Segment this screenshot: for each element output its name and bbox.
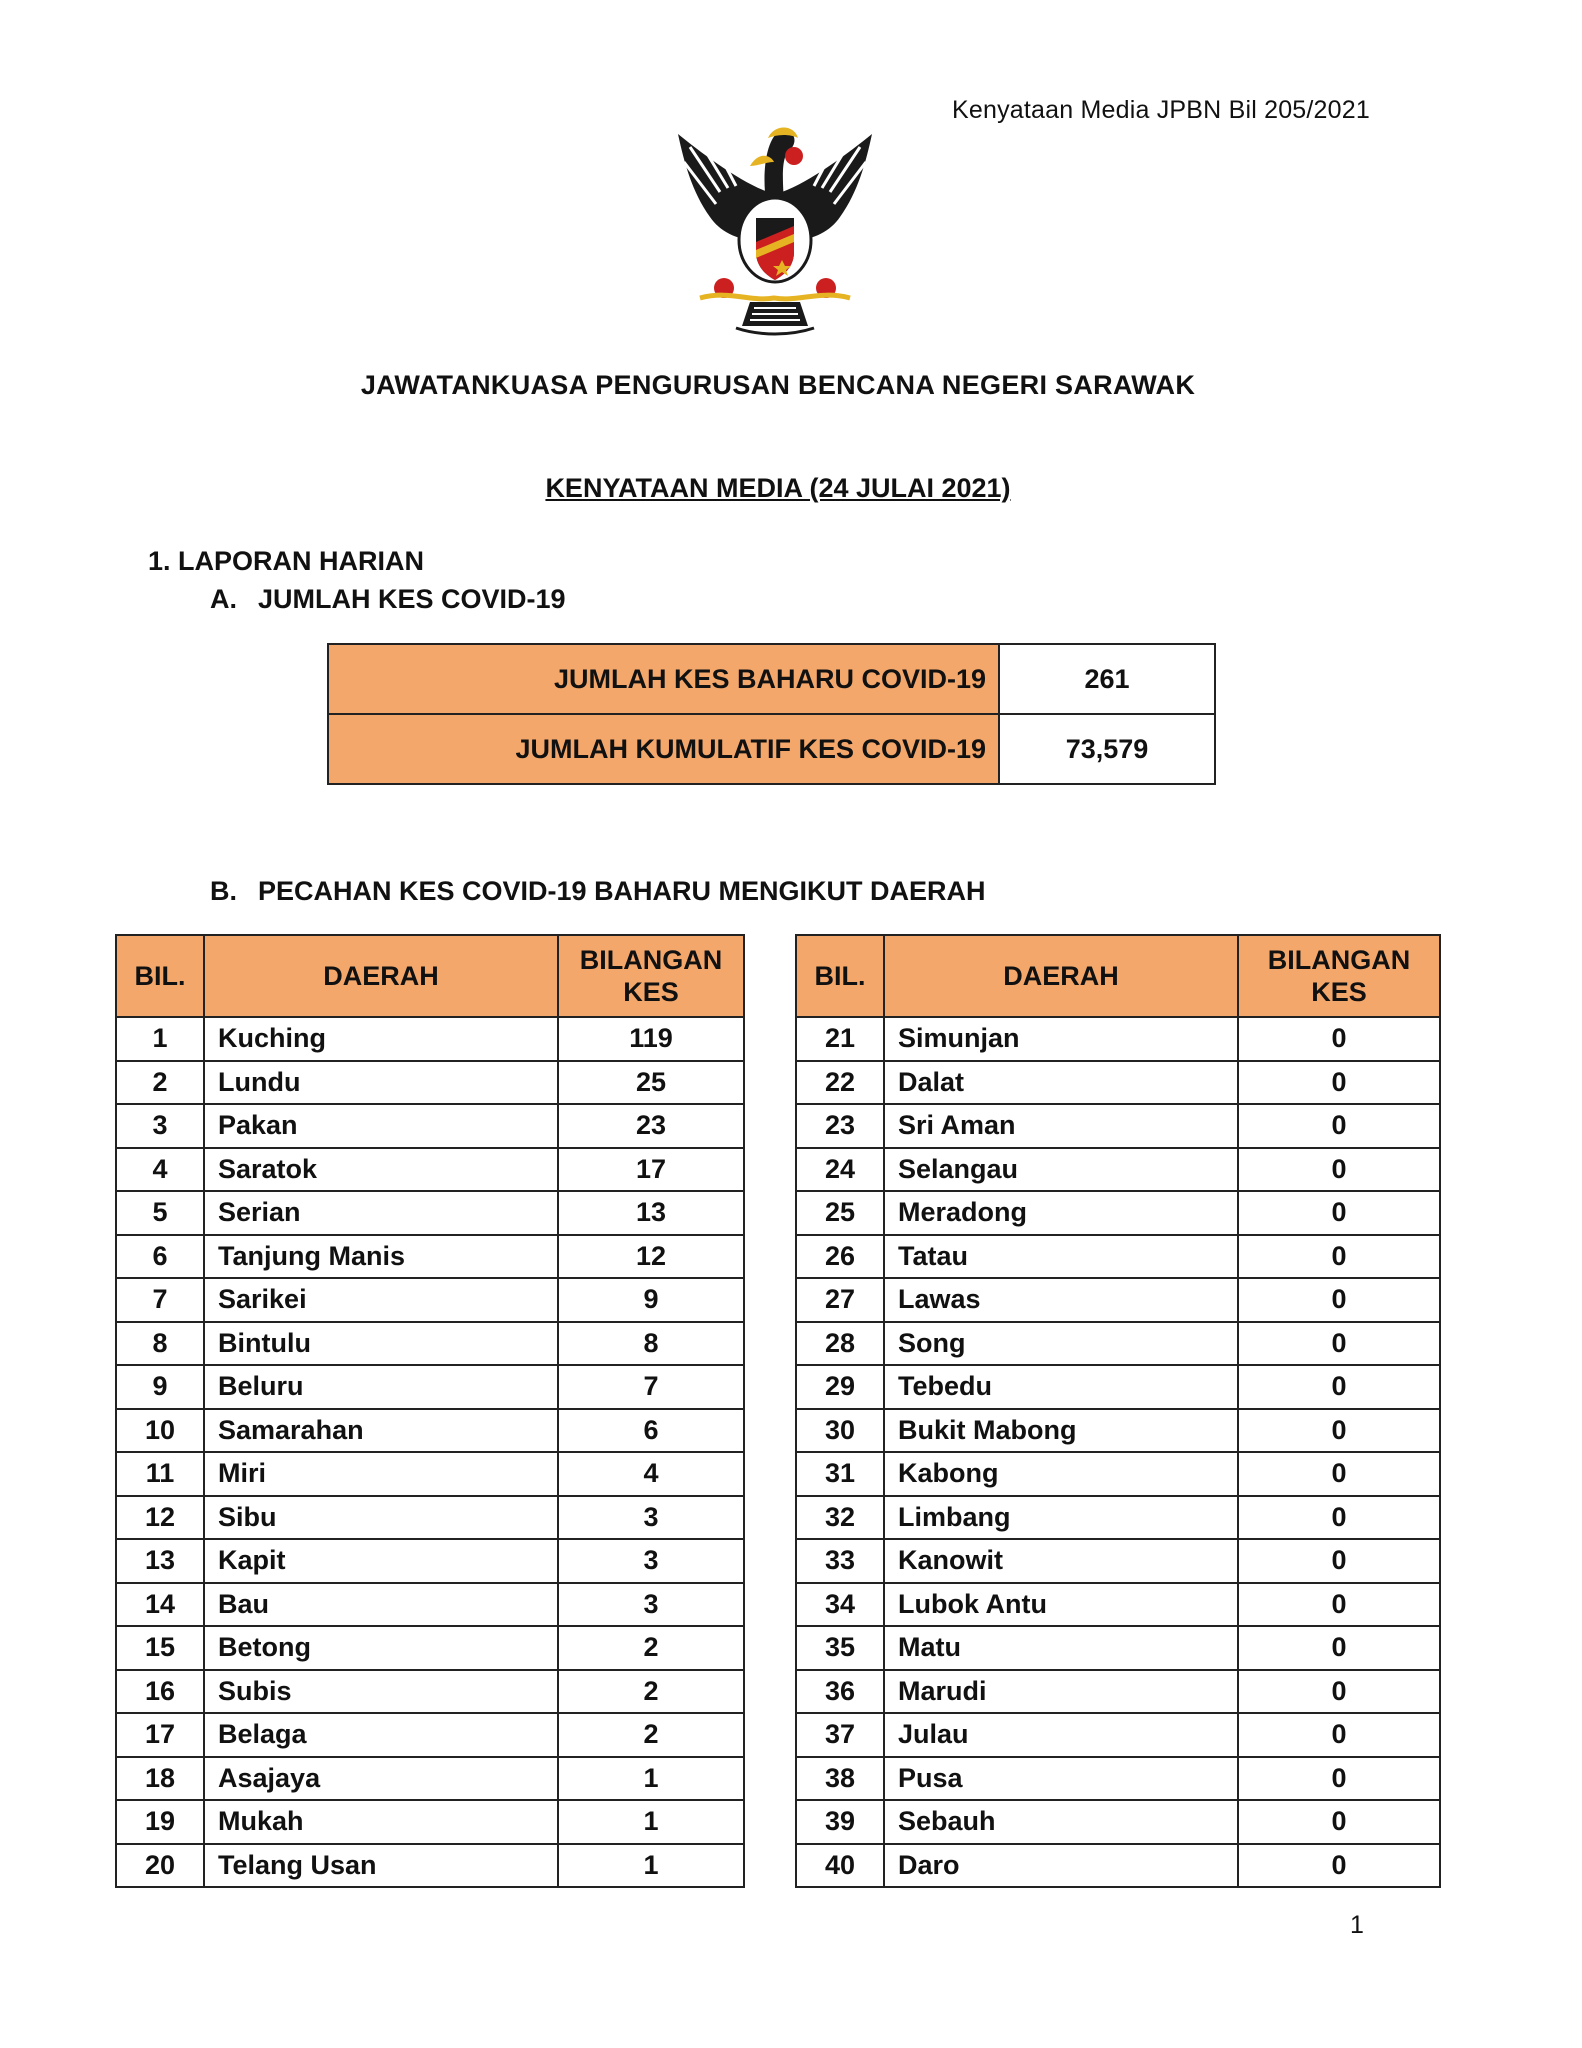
cell-kes: 1: [558, 1844, 744, 1888]
cell-bil: 25: [796, 1191, 884, 1235]
cell-daerah: Julau: [884, 1713, 1238, 1757]
district-table-left: [115, 934, 745, 1888]
header-bilangan-kes: [558, 935, 744, 1017]
table-row: [116, 1017, 744, 1061]
cell-daerah: Song: [884, 1322, 1238, 1366]
subsection-a-heading: [210, 584, 566, 615]
cell-kes: 7: [558, 1365, 744, 1409]
cell-kes: 3: [558, 1539, 744, 1583]
cell-daerah: Pakan: [204, 1104, 558, 1148]
cell-bil: 4: [116, 1148, 204, 1192]
table-row: [116, 1104, 744, 1148]
cell-kes: 0: [1238, 1713, 1440, 1757]
cell-daerah: Serian: [204, 1191, 558, 1235]
table-row: [796, 1670, 1440, 1714]
section-heading: 1. LAPORAN HARIAN: [148, 546, 425, 576]
cell-daerah: Asajaya: [204, 1757, 558, 1801]
cell-kes: 0: [1238, 1583, 1440, 1627]
cell-kes: 0: [1238, 1844, 1440, 1888]
table-row: [116, 1583, 744, 1627]
cell-bil: 2: [116, 1061, 204, 1105]
cell-bil: 21: [796, 1017, 884, 1061]
summary-value: 261: [999, 644, 1215, 714]
district-rows-left: [116, 1017, 744, 1887]
cell-daerah: Daro: [884, 1844, 1238, 1888]
table-row: [116, 1191, 744, 1235]
cell-daerah: Bukit Mabong: [884, 1409, 1238, 1453]
cell-daerah: Miri: [204, 1452, 558, 1496]
table-row: [796, 1539, 1440, 1583]
cell-daerah: Bintulu: [204, 1322, 558, 1366]
header-daerah: DAERAH: [204, 935, 558, 1017]
cell-daerah: Tanjung Manis: [204, 1235, 558, 1279]
cell-bil: 16: [116, 1670, 204, 1714]
table-row: [116, 1496, 744, 1540]
summary-value: 73,579: [999, 714, 1215, 784]
subsection-a-title: JUMLAH KES COVID-19: [258, 584, 566, 614]
cell-daerah: Telang Usan: [204, 1844, 558, 1888]
cell-kes: 6: [558, 1409, 744, 1453]
cell-kes: 8: [558, 1322, 744, 1366]
cell-bil: 14: [116, 1583, 204, 1627]
district-table-right: [795, 934, 1441, 1888]
table-row: [796, 1496, 1440, 1540]
cell-daerah: Limbang: [884, 1496, 1238, 1540]
cell-bil: 20: [116, 1844, 204, 1888]
cell-daerah: Tatau: [884, 1235, 1238, 1279]
cell-bil: 24: [796, 1148, 884, 1192]
table-row: [116, 1061, 744, 1105]
cell-bil: 7: [116, 1278, 204, 1322]
header-bil: BIL.: [116, 935, 204, 1017]
subsection-b-label: B.: [210, 876, 237, 906]
district-rows-right: [796, 1017, 1440, 1887]
cell-kes: 0: [1238, 1800, 1440, 1844]
cell-kes: 9: [558, 1278, 744, 1322]
cell-daerah: Matu: [884, 1626, 1238, 1670]
media-statement-title: KENYATAAN MEDIA (24 JULAI 2021): [545, 473, 1011, 503]
cell-kes: 0: [1238, 1148, 1440, 1192]
cell-bil: 1: [116, 1017, 204, 1061]
table-row: [116, 1452, 744, 1496]
cell-daerah: Subis: [204, 1670, 558, 1714]
table-row: [796, 1713, 1440, 1757]
table-row: [116, 1800, 744, 1844]
cell-daerah: Selangau: [884, 1148, 1238, 1192]
cell-bil: 5: [116, 1191, 204, 1235]
cell-daerah: Kanowit: [884, 1539, 1238, 1583]
cell-bil: 34: [796, 1583, 884, 1627]
cell-kes: 0: [1238, 1496, 1440, 1540]
cell-kes: 0: [1238, 1278, 1440, 1322]
cell-daerah: Sibu: [204, 1496, 558, 1540]
table-row: [796, 1148, 1440, 1192]
table-row: [116, 1844, 744, 1888]
header-bil: BIL.: [796, 935, 884, 1017]
table-row: [116, 1670, 744, 1714]
table-row: [116, 1757, 744, 1801]
subsection-b-title: PECAHAN KES COVID-19 BAHARU MENGIKUT DAERAH: [258, 876, 986, 906]
table-row: [796, 1104, 1440, 1148]
cell-bil: 37: [796, 1713, 884, 1757]
cell-bil: 36: [796, 1670, 884, 1714]
cell-kes: 0: [1238, 1017, 1440, 1061]
cell-kes: 1: [558, 1800, 744, 1844]
cell-bil: 3: [116, 1104, 204, 1148]
sarawak-coat-of-arms-icon: [670, 122, 880, 342]
cell-kes: 119: [558, 1017, 744, 1061]
summary-label: JUMLAH KUMULATIF KES COVID-19: [328, 714, 999, 784]
table-row: [116, 1409, 744, 1453]
cell-daerah: Sri Aman: [884, 1104, 1238, 1148]
table-row: [796, 1800, 1440, 1844]
cell-bil: 35: [796, 1626, 884, 1670]
cell-bil: 32: [796, 1496, 884, 1540]
cell-bil: 26: [796, 1235, 884, 1279]
table-header-row: [796, 935, 1440, 1017]
table-row: [116, 1539, 744, 1583]
cell-daerah: Marudi: [884, 1670, 1238, 1714]
table-header-row: [116, 935, 744, 1017]
cell-kes: 0: [1238, 1670, 1440, 1714]
cell-bil: 19: [116, 1800, 204, 1844]
cell-daerah: Sebauh: [884, 1800, 1238, 1844]
cell-daerah: Simunjan: [884, 1017, 1238, 1061]
cell-daerah: Saratok: [204, 1148, 558, 1192]
table-row: [116, 1626, 744, 1670]
table-row: [116, 1713, 744, 1757]
cell-bil: 28: [796, 1322, 884, 1366]
cell-daerah: Lawas: [884, 1278, 1238, 1322]
header-kes-line1: BILANGAN: [579, 945, 723, 975]
table-row: [796, 1191, 1440, 1235]
summary-row: [328, 644, 1215, 714]
cell-daerah: Kapit: [204, 1539, 558, 1583]
cell-kes: 0: [1238, 1061, 1440, 1105]
cell-bil: 12: [116, 1496, 204, 1540]
header-kes-line1: BILANGAN: [1267, 945, 1411, 975]
subsection-a-label: A.: [210, 584, 237, 614]
cell-kes: 0: [1238, 1191, 1440, 1235]
cell-kes: 0: [1238, 1322, 1440, 1366]
cell-bil: 22: [796, 1061, 884, 1105]
cell-kes: 13: [558, 1191, 744, 1235]
cell-daerah: Kuching: [204, 1017, 558, 1061]
cell-daerah: Sarikei: [204, 1278, 558, 1322]
cell-daerah: Pusa: [884, 1757, 1238, 1801]
table-row: [796, 1061, 1440, 1105]
cell-kes: 17: [558, 1148, 744, 1192]
cell-daerah: Lundu: [204, 1061, 558, 1105]
summary-label: JUMLAH KES BAHARU COVID-19: [328, 644, 999, 714]
cell-kes: 2: [558, 1626, 744, 1670]
cell-daerah: Betong: [204, 1626, 558, 1670]
summary-row: [328, 714, 1215, 784]
cell-kes: 0: [1238, 1452, 1440, 1496]
cell-kes: 0: [1238, 1409, 1440, 1453]
cell-daerah: Kabong: [884, 1452, 1238, 1496]
cell-daerah: Mukah: [204, 1800, 558, 1844]
cell-kes: 2: [558, 1670, 744, 1714]
table-row: [796, 1235, 1440, 1279]
cell-daerah: Belaga: [204, 1713, 558, 1757]
cell-daerah: Beluru: [204, 1365, 558, 1409]
cell-kes: 0: [1238, 1235, 1440, 1279]
table-row: [116, 1322, 744, 1366]
cell-kes: 1: [558, 1757, 744, 1801]
cell-kes: 3: [558, 1583, 744, 1627]
cell-bil: 40: [796, 1844, 884, 1888]
cell-kes: 0: [1238, 1539, 1440, 1583]
cell-kes: 3: [558, 1496, 744, 1540]
table-row: [796, 1322, 1440, 1366]
table-row: [796, 1017, 1440, 1061]
cell-bil: 27: [796, 1278, 884, 1322]
header-daerah: DAERAH: [884, 935, 1238, 1017]
cell-daerah: Dalat: [884, 1061, 1238, 1105]
cell-bil: 31: [796, 1452, 884, 1496]
cell-kes: 23: [558, 1104, 744, 1148]
table-row: [796, 1409, 1440, 1453]
document-reference: Kenyataan Media JPBN Bil 205/2021: [952, 96, 1370, 124]
cell-daerah: Lubok Antu: [884, 1583, 1238, 1627]
cell-bil: 8: [116, 1322, 204, 1366]
cell-bil: 30: [796, 1409, 884, 1453]
cell-daerah: Tebedu: [884, 1365, 1238, 1409]
cell-bil: 33: [796, 1539, 884, 1583]
table-row: [116, 1235, 744, 1279]
subsection-b-heading: [210, 876, 986, 907]
cell-bil: 15: [116, 1626, 204, 1670]
cell-bil: 17: [116, 1713, 204, 1757]
cell-kes: 4: [558, 1452, 744, 1496]
cell-kes: 12: [558, 1235, 744, 1279]
table-row: [796, 1278, 1440, 1322]
cell-bil: 10: [116, 1409, 204, 1453]
cell-kes: 0: [1238, 1757, 1440, 1801]
cell-daerah: Meradong: [884, 1191, 1238, 1235]
table-row: [796, 1452, 1440, 1496]
header-kes-line2: KES: [1311, 977, 1367, 1007]
header-bilangan-kes: [1238, 935, 1440, 1017]
cell-bil: 23: [796, 1104, 884, 1148]
cell-kes: 0: [1238, 1104, 1440, 1148]
organization-title: JAWATANKUASA PENGURUSAN BENCANA NEGERI SARAWAK: [360, 370, 1196, 400]
cell-kes: 0: [1238, 1626, 1440, 1670]
summary-table: [327, 643, 1216, 785]
cell-bil: 13: [116, 1539, 204, 1583]
table-row: [796, 1583, 1440, 1627]
table-row: [796, 1365, 1440, 1409]
cell-daerah: Bau: [204, 1583, 558, 1627]
table-row: [796, 1844, 1440, 1888]
cell-daerah: Samarahan: [204, 1409, 558, 1453]
cell-bil: 29: [796, 1365, 884, 1409]
table-row: [116, 1365, 744, 1409]
table-row: [116, 1278, 744, 1322]
table-row: [796, 1757, 1440, 1801]
cell-bil: 38: [796, 1757, 884, 1801]
table-row: [116, 1148, 744, 1192]
cell-kes: 25: [558, 1061, 744, 1105]
cell-bil: 18: [116, 1757, 204, 1801]
cell-bil: 6: [116, 1235, 204, 1279]
cell-bil: 11: [116, 1452, 204, 1496]
cell-kes: 0: [1238, 1365, 1440, 1409]
page-number: 1: [1350, 1911, 1364, 1939]
header-kes-line2: KES: [623, 977, 679, 1007]
cell-kes: 2: [558, 1713, 744, 1757]
cell-bil: 39: [796, 1800, 884, 1844]
cell-bil: 9: [116, 1365, 204, 1409]
table-row: [796, 1626, 1440, 1670]
